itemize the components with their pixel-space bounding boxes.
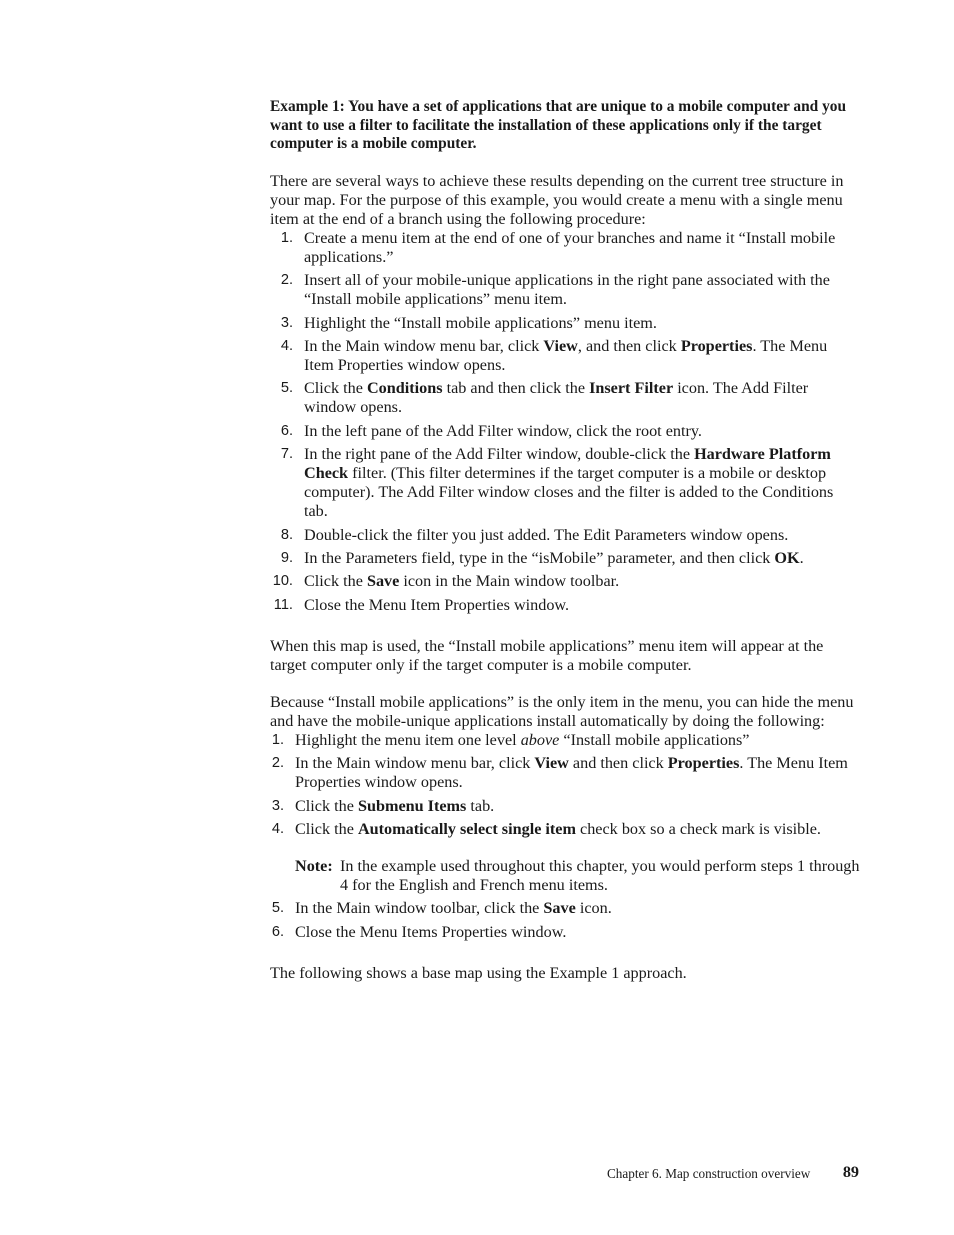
closing-paragraph: The following shows a base map using the Example 1 approach. [270,964,687,983]
list-item: 7. In the right pane of the Add Filter window, double-click the Hardware Platform Check filter. (This filter determines if the target computer is a mobile or desktop computer). The Add Filter window closes and the filter is added to the Conditions tab. [280,445,834,521]
list-item: 2. Insert all of your mobile-unique applications in the right pane associated with the “Install mobile applications” menu item. [280,271,830,309]
list-item: 4. Click the Automatically select single item check box so a check mark is visible. [271,820,821,839]
note-text: In the example used throughout this chapter, you would perform steps 1 through 4 for the English and French menu items. [340,857,860,895]
note-label: Note: [295,857,333,876]
list-item: 9. In the Parameters field, type in the “isMobile” parameter, and then click OK. [280,548,804,567]
page-number: 89 [842,1163,859,1181]
procedure-list [270,229,860,615]
note-block [295,857,860,895]
example-heading: Example 1: You have a set of applications that are unique to a mobile computer and you want to use a filter to facilitate the installation of these applications only if the target computer is a mobile computer. [270,98,847,153]
intro-paragraph: There are several ways to achieve these results depending on the current tree structure in your map. For the purpose of this example, you would create a menu with a single menu item at the end of a branch using the following procedure: [270,171,844,228]
list-item: 5. In the Main window toolbar, click the Save icon. [271,899,612,918]
page-body [270,98,860,983]
hide-menu-list [270,731,860,839]
result-paragraph: When this map is used, the “Install mobile applications” menu item will appear at the target computer only if the target computer is a mobile computer. [270,637,824,675]
list-item: 1. Create a menu item at the end of one of your branches and name it “Install mobile applications.” [280,228,836,266]
list-item: 11. Close the Menu Item Properties window. [273,595,570,614]
list-item: 3. Highlight the “Install mobile applications” menu item. [280,313,657,332]
hide-menu-list-continued [270,899,860,941]
chapter-title: Chapter 6. Map construction overview [607,1166,811,1181]
list-item: 6. Close the Menu Items Properties window. [271,922,567,941]
list-item: 2. In the Main window menu bar, click View and then click Properties. The Menu Item Properties window opens. [271,754,848,792]
list-item: 10. Click the Save icon in the Main window toolbar. [272,572,620,591]
hide-menu-paragraph: Because “Install mobile applications” is the only item in the menu, you can hide the menu and have the mobile-unique applications install automatically by doing the following: [270,693,854,731]
list-item: 6. In the left pane of the Add Filter window, click the root entry. [280,421,702,440]
list-item: 3. Click the Submenu Items tab. [271,796,495,815]
list-item: 1. Highlight the menu item one level above “Install mobile applications” [271,731,750,750]
list-item: 5. Click the Conditions tab and then click the Insert Filter icon. The Add Filter window opens. [280,379,809,417]
list-item: 8. Double-click the filter you just added. The Edit Parameters window opens. [280,525,789,544]
list-item: 4. In the Main window menu bar, click View, and then click Properties. The Menu Item Properties window opens. [280,336,828,374]
